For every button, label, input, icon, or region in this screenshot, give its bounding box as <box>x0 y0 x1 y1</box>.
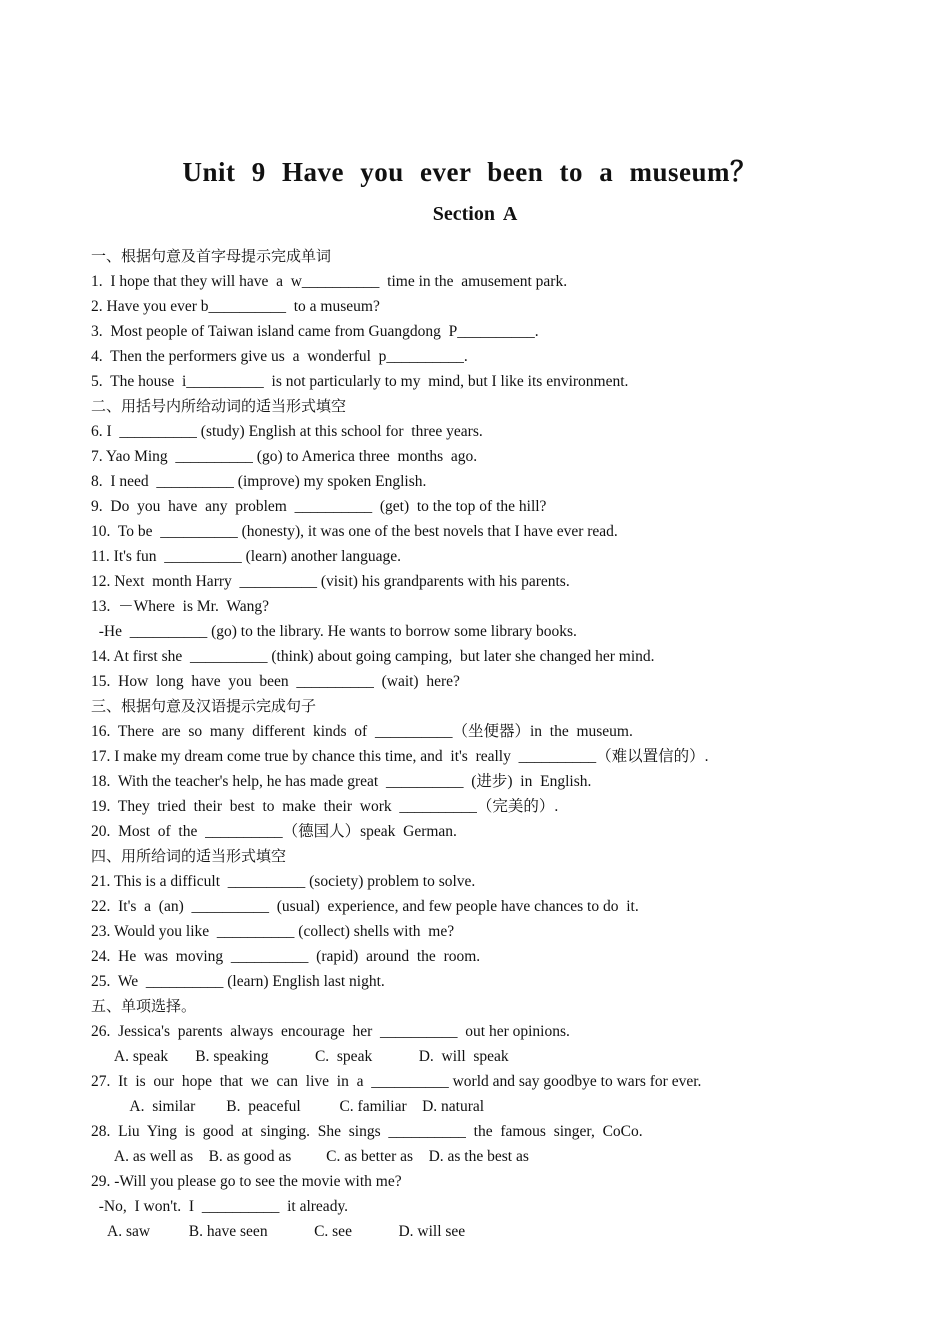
exercise-content <box>91 244 911 1244</box>
exercise-line: 21. This is a difficult __________ (society) problem to solve. <box>91 873 476 890</box>
exercise-line: -No, I won't. I __________ it already. <box>91 1198 349 1215</box>
exercise-line: 10. To be __________ (honesty), it was one of the best novels that I have ever read. <box>91 523 618 540</box>
exercise-line: 6. I __________ (study) English at this school for three years. <box>91 423 483 440</box>
exercise-line: 15. How long have you been __________ (wait) here? <box>91 673 460 690</box>
exercise-line: 4. Then the performers give us a wonderful p__________. <box>91 348 468 365</box>
exercise-line: 19. They tried their best to make their work __________（完美的）. <box>91 798 559 815</box>
exercise-line: 28. Liu Ying is good at singing. She sings __________ the famous singer, CoCo. <box>91 1123 643 1140</box>
exercise-line: 13. －Where is Mr. Wang? <box>91 598 269 615</box>
exercise-line: 29. -Will you please go to see the movie with me? <box>91 1173 402 1190</box>
worksheet-title: Unit 9 Have you ever been to a museum？ <box>182 157 758 187</box>
exercise-line: 26. Jessica's parents always encourage her __________ out her opinions. <box>91 1023 570 1040</box>
exercise-line: 27. It is our hope that we can live in a __________ world and say goodbye to wars for ever. <box>91 1073 702 1090</box>
exercise-line: 24. He was moving __________ (rapid) around the room. <box>91 948 481 965</box>
answer-options: A. similar B. peaceful C. familiar D. natural <box>107 1098 485 1115</box>
exercise-line: 17. I make my dream come true by chance this time, and it's really __________（难以置信的）. <box>91 748 709 765</box>
exercise-line: 11. It's fun __________ (learn) another language. <box>91 548 401 565</box>
section-heading: 四、用所给词的适当形式填空 <box>91 847 287 865</box>
exercise-line: 14. At first she __________ (think) about going camping, but later she changed her mind. <box>91 648 655 665</box>
exercise-line: 18. With the teacher's help, he has made great __________ (进步) in English. <box>91 773 592 790</box>
exercise-line: 12. Next month Harry __________ (visit) his grandparents with his parents. <box>91 573 570 590</box>
answer-options: A. saw B. have seen C. see D. will see <box>107 1223 466 1240</box>
exercise-line: 16. There are so many different kinds of __________（坐便器）in the museum. <box>91 723 633 740</box>
exercise-line: 7. Yao Ming __________ (go) to America three months ago. <box>91 448 478 465</box>
section-heading: 五、单项选择。 <box>91 997 197 1015</box>
section-heading: 一、根据句意及首字母提示完成单词 <box>91 247 332 265</box>
exercise-line: 2. Have you ever b__________ to a museum? <box>91 298 380 315</box>
exercise-line: 20. Most of the __________（德国人）speak German. <box>91 823 457 840</box>
exercise-line: 8. I need __________ (improve) my spoken English. <box>91 473 427 490</box>
exercise-line: 23. Would you like __________ (collect) shells with me? <box>91 923 455 940</box>
exercise-line: 22. It's a (an) __________ (usual) experience, and few people have chances to do it. <box>91 898 639 915</box>
section-subtitle: Section A <box>432 203 518 225</box>
exercise-line: 25. We __________ (learn) English last night. <box>91 973 385 990</box>
section-heading: 三、根据句意及汉语提示完成句子 <box>91 697 317 715</box>
exercise-line: 3. Most people of Taiwan island came from Guangdong P__________. <box>91 323 539 340</box>
exercise-line: 5. The house i__________ is not particularly to my mind, but I like its environment. <box>91 373 629 390</box>
answer-options: A. as well as B. as good as C. as better as D. as the best as <box>107 1148 529 1165</box>
section-heading: 二、用括号内所给动词的适当形式填空 <box>91 397 347 415</box>
exercise-line: -He __________ (go) to the library. He wants to borrow some library books. <box>91 623 577 640</box>
exercise-line: 1. I hope that they will have a w__________ time in the amusement park. <box>91 273 568 290</box>
answer-options: A. speak B. speaking C. speak D. will speak <box>107 1048 509 1065</box>
exercise-line: 9. Do you have any problem __________ (get) to the top of the hill? <box>91 498 547 515</box>
